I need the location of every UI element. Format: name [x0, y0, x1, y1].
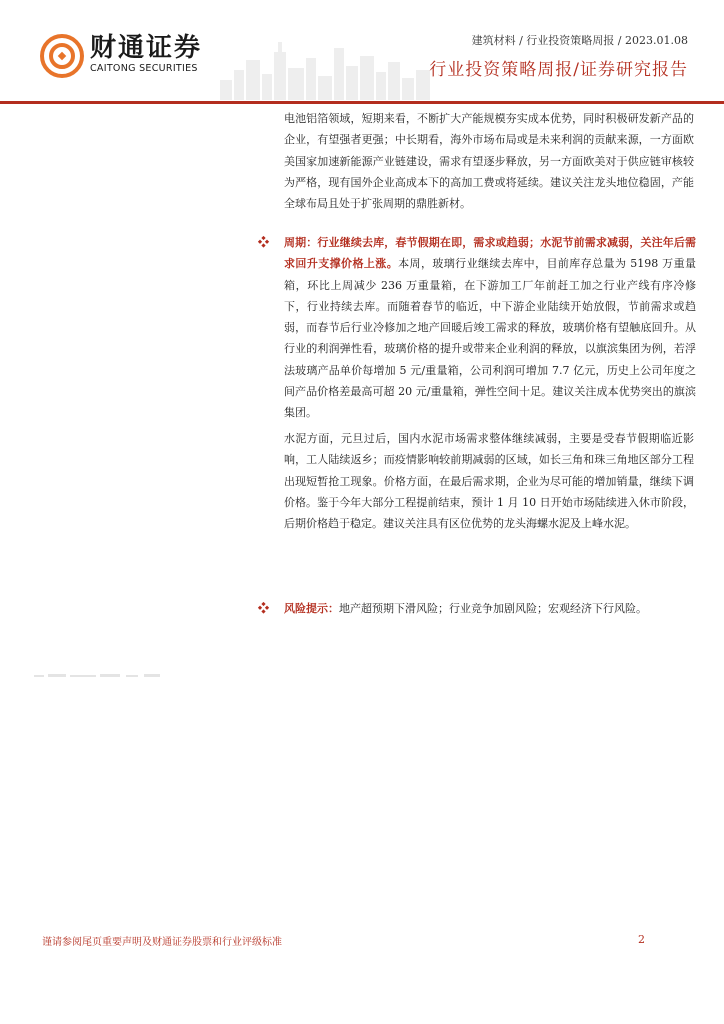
city-skyline-watermark-icon — [220, 40, 430, 100]
company-logo — [40, 34, 215, 76]
report-title: 行业投资策略周报/证券研究报告 — [429, 60, 688, 80]
risk-body: 地产超预期下滑风险；行业竞争加剧风险；宏观经济下行风险。 — [339, 602, 647, 615]
cycle-paragraph — [284, 232, 696, 424]
caitong-logo-icon — [40, 34, 84, 78]
page-number: 2 — [638, 933, 645, 946]
paragraph-battery-foil: 电池铝箔领域，短期来看，不断扩大产能规模夯实成本优势，同时积极研发新产品的企业，有望强者更强；中长期看，海外市场布局或是未来利润的贡献来源，一方面欧美国家加速新能源产业链建设，需求有望逐步释放，另一方面欧美对于供应链审核较为严格，现有国外企业高成本下的高加工费或将延续。建议关注龙头地位稳固，产能全球布局且处于扩张周期的鼎胜新材。 — [284, 112, 694, 211]
risk-heading: 风险提示： — [284, 602, 339, 615]
header-divider — [0, 101, 724, 104]
risk-paragraph — [284, 598, 696, 619]
page-header — [0, 0, 724, 104]
diamond-bullet-icon — [258, 602, 270, 614]
footer-disclaimer: 谨请参阅尾页重要声明及财通证券股票和行业评级标准 — [42, 937, 282, 948]
logo-english-name: CAITONG SECURITIES — [90, 63, 198, 74]
faint-scan-artifact — [34, 672, 174, 680]
logo-chinese-name: 财通证券 — [90, 33, 203, 63]
intro-paragraph-block — [284, 108, 694, 214]
diamond-bullet-icon — [258, 236, 270, 248]
cycle-heading: 周期：行业继续去库，春节假期在即，需求或趋弱；水泥节前需求减弱，关注年后需求回升支撑价格上涨。 — [284, 236, 696, 271]
cycle-body: 本周，玻璃行业继续去库中，目前库存总量为 5198 万重量箱，环比上周减少 236 万重量箱，在下游加工厂年前赶工加之行业产线有序冷修下，行业持续去库。而随着春节的临近，中下游企业陆续开始放假，节前需求或趋弱，而春节后行业冷修加之地产回暖后竣工需求的释放，玻璃价格有望触底回升。从行业的利润弹性看，玻璃价格的提升或带来企业利润的释放，以旗滨集团为例，若浮法玻璃产品单价每增加 5 元/重量箱，公司利润可增加 7.7 亿元，历史上公司年度之间产品价格差最高可超 20 元/重量箱，弹性空间十足。建议关注成本优势突出的旗滨集团。 — [284, 257, 696, 420]
paragraph-cement: 水泥方面，元旦过后，国内水泥市场需求整体继续减弱，主要是受春节假期临近影响，工人陆续返乡；而疫情影响较前期减弱的区域，如长三角和珠三角地区部分工程出现短暂抢工现象。价格方面，在最后需求期，企业为尽可能的增加销量，继续下调价格。鉴于今年大部分工程提前结束，预计 1 月 10 日开始市场陆续进入休市阶段，后期价格趋于稳定。建议关注具有区位优势的龙头海螺水泥及上峰水泥。 — [284, 432, 694, 531]
report-meta: 建筑材料 / 行业投资策略周报 / 2023.01.08 — [471, 34, 688, 47]
cement-paragraph-block — [284, 428, 694, 534]
